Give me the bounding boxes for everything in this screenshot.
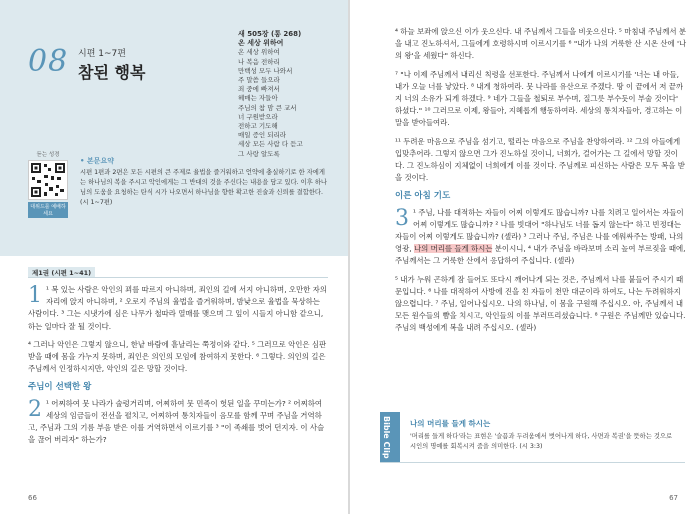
bible-clip-title: 나의 머리를 들게 하시는 xyxy=(410,419,491,428)
qr-caption: 대위드를 예배하세요 xyxy=(28,202,68,218)
bible-clip-divider xyxy=(380,462,685,463)
verse-paragraph: ⁵ 내가 누워 곤하게 잠 들어도 또다시 깨어나게 되는 것은, 주님께서 나를 붙들어 주시기 때문입니다. ⁶ 나를 대적하여 사방에 진을 친 자들이 천만 대군이라 하여도, 나는 두려워하지 않으렵니다. ⁷ 주님, 일어나십시오. 나의 하나님, 이 몸을 구원해 주십시오. 아, 주님께서 내 모든 원수들의 뺨을 치시고, 악인들의 이를 부러뜨리셨습니다. ⁸ 구원은 주님께만 있습니다. 주님의 백성에게 복을 내려 주십시오. (셀라) xyxy=(395,274,686,333)
hymn-line: 너 구원받으라 xyxy=(238,112,278,121)
chapter-reference: 시편 1~7편 xyxy=(78,49,126,59)
verse-text: ¹ 어찌하여 뭇 나라가 술렁거리며, 어찌하여 뭇 민족이 헛된 일을 꾸미는가? ² 어찌하여 세상의 임금들이 전선을 펼치고, 어찌하여 통치자들이 음모를 함께 꾸며 주님을 거역하고, 주님과 그의 기름 부음 받은 이를 거역하면서 이르기를 ³ "이 족쇄를 벗어 던지자. 이 사슬을 끊어 버리자" 하는가? xyxy=(28,398,325,445)
chapter-drop-number: 1 xyxy=(28,283,42,308)
psalm-2-paragraph xyxy=(28,398,328,447)
hymn-line: 세상 모든 사람 다 듣고 xyxy=(238,140,303,149)
bible-clip-bar xyxy=(380,412,400,462)
section-divider xyxy=(28,277,328,278)
verse-text: ¹ 주님, 나를 대적하는 자들이 어찌 이렇게도 많습니까? 나를 치려고 일어서는 자들이 어찌 이렇게도 많습니까? ² 나를 빗대어 "하나님도 너를 돕지 않는다" 하고 빈정대는 자들이 어찌 이렇게도 많습니까? (셀라) ³ 그러나 주님, 주님은 나를 에워싸주는 방패, 나의 영광, xyxy=(395,207,684,254)
verse-paragraph: ⁴ 그러나 악인은 그렇지 않으니, 한낱 바람에 흩날리는 쭉정이와 같다. ⁵ 그러므로 악인은 심판받을 때에 몸을 가누지 못하며, 죄인은 의인의 모임에 참여하지 못한다. ⁶ 그렇다. 의인의 길은 주님께서 인정하시지만, 악인의 길은 망할 것이다. xyxy=(28,339,327,374)
hymn-line: 주 말씀 들으라 xyxy=(238,76,280,85)
left-page xyxy=(0,0,348,514)
verse-paragraph: ¹¹ 두려운 마음으로 주님을 섬기고, 떨리는 마음으로 주님을 찬양하여라. ¹² 그의 아들에게 입맞추어라. 그렇지 않으면 그가 진노하실 것이니, 너희가, 걸어가는 그 길에서 망할 것이다. 그 진노하심이 지체없이 너희에게 이를 것이다. 주님께로 피신하는 사람은 모두 복을 받을 것이다. xyxy=(395,136,685,183)
chapter-number: 08 xyxy=(28,44,69,79)
chapter-drop-number: 2 xyxy=(28,396,42,422)
bible-clip-text: '머리를 들게 하다'라는 표현은 '슬픔과 두려움에서 벗어나게 하다, 사면과 복권'을 뜻하는 것으로 시인의 명예를 회복시켜 줌을 의미한다. (시 3:3) xyxy=(410,433,673,450)
verse-text: ¹ 복 있는 사람은 악인의 꾀를 따르지 아니하며, 죄인의 길에 서지 아니하며, 오만한 자의 자리에 앉지 아니하며, ² 오로지 주님의 율법을 즐거워하며, 밤낮으로 율법을 묵상하는 사람이다. ³ 그는 시냇가에 심은 나무가 철따라 열매를 맺으며 그 잎이 시들지 아니함 같으니, 하는 일마다 잘 될 것이다. xyxy=(28,285,327,331)
psalm-3-paragraph xyxy=(395,207,687,268)
section-tag: 제1권 (시편 1~41) xyxy=(28,267,95,278)
hymn-line: 그 사랑 알도록 xyxy=(238,149,280,158)
psalm-1-paragraph xyxy=(28,284,328,333)
verse-text: 분이시니, ⁴ 내가 주님을 바라보며 소리 높여 부르짖을 때에, 주님께서는 그 거룩한 산에서 응답하여 주십니다. (셀라) xyxy=(395,244,686,266)
hymn-line: 나 복음 전하리 xyxy=(238,57,280,66)
chapter-title: 참된 행복 xyxy=(78,63,146,82)
hymn-line: 전하고 기도해 xyxy=(238,122,278,131)
qr-block xyxy=(28,150,68,218)
left-body-text xyxy=(28,284,328,446)
chapter-drop-number: 3 xyxy=(395,205,409,231)
highlighted-phrase: 나의 머리를 들게 하시는 xyxy=(413,244,493,254)
qr-code-icon[interactable] xyxy=(28,160,68,200)
hymn-subtitle: 온 세상 위하여 xyxy=(238,39,284,48)
right-body-text xyxy=(395,26,687,335)
hymn-line: 만백성 모두 나와서 xyxy=(238,66,293,75)
summary-title: • 본문요약 xyxy=(80,156,114,166)
hymn-line: 죄 중에 빠져서 xyxy=(238,85,280,94)
qr-label: 듣는 성경 xyxy=(36,152,60,158)
hymn-line: 주님의 참 맘 큰 교서 xyxy=(238,103,297,112)
page-number-left: 66 xyxy=(28,494,37,502)
page-number-right: 67 xyxy=(669,494,678,502)
hymn-line: 매일 증인 되리라 xyxy=(238,131,287,140)
verse-paragraph: ⁷ "나 이제 주님께서 내리신 칙령을 선포한다. 주님께서 나에게 이르시기를 '너는 내 아들, 내가 오늘 너를 낳았다. ⁸ 내게 청하여라. 뭇 나라를 유산으로 주겠다. 땅 이 끝에서 저 끝까지 너의 소유가 되게 하겠다. ⁹ 네가 그들을 철퇴로 부수며, 질그릇 부수듯이 부술 것이다' 하셨다." ¹⁰ 그러므로 이제, 왕들아, 지혜롭게 행동하여라. 세상의 통치자들아, 경고하는 이 말을 받아들여라. xyxy=(395,69,683,128)
hymn-line: 헤매는 자들아 xyxy=(238,94,278,103)
hymn-line: 온 세상 위하여 xyxy=(238,48,280,57)
hymn-title: 새 505장 (통 268) xyxy=(238,30,302,38)
chapter-header-box xyxy=(0,0,348,256)
summary-text: 시편 1편과 2편은 모든 시편의 큰 주제로 율법을 즐거워하고 언약에 충실하기로 한 자에게는 하나님의 복을 주시고 악인에게는 그 반대의 것을 주신다는 내용을 담고 있다. 이후 하나님의 도움을 요청하는 탄식 시가 나오면서 하나님을 향한 확고한 진술과 신뢰를 결합한다. (시 1~7편) xyxy=(80,169,328,206)
verse-paragraph: ⁴ 하늘 보좌에 앉으신 이가 웃으신다. 내 주님께서 그들을 비웃으신다. ⁵ 마침내 주님께서 분을 내고 진노하셔서, 그들에게 호령하시며 이르시기를 ⁶ "내가 나의 거룩한 산 시온 산에 '나의 왕'을 세웠다" 하신다. xyxy=(395,27,687,61)
hymn-box xyxy=(238,30,338,159)
section-heading: 주님이 선택한 왕 xyxy=(28,382,92,393)
bible-clip-label: Bible Clip xyxy=(382,416,391,459)
section-heading: 이른 아침 기도 xyxy=(395,191,451,202)
